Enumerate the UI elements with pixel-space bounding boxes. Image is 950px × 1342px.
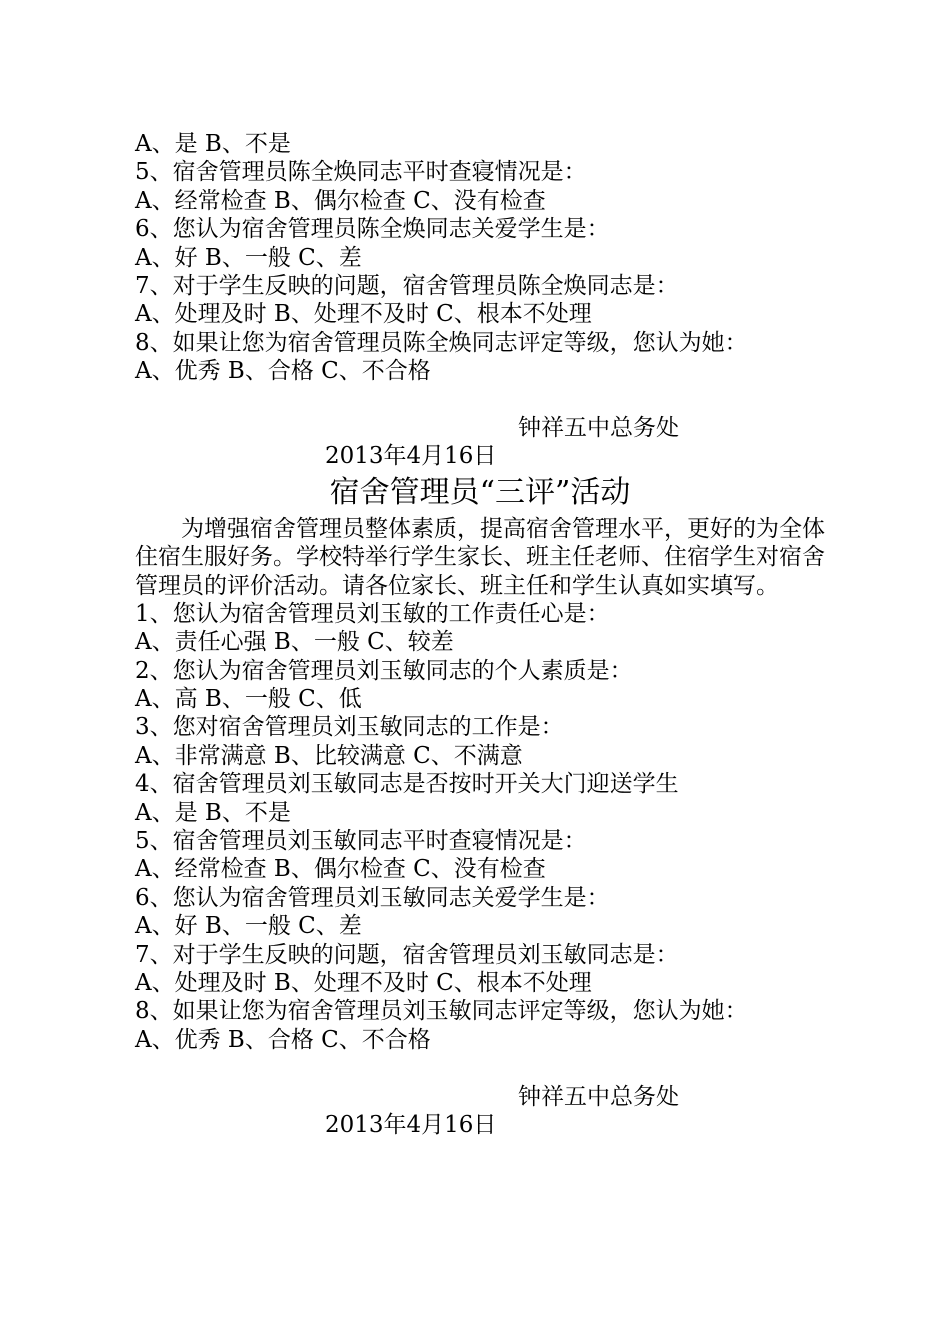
question-1: 1、您认为宿舍管理员刘玉敏的工作责任心是： bbox=[135, 600, 610, 627]
answer-options-q7: A、处理及时 B、处理不及时 C、根本不处理 bbox=[135, 969, 592, 996]
question-2: 2、您认为宿舍管理员刘玉敏同志的个人素质是： bbox=[135, 657, 633, 684]
answer-options-q5: A、经常检查 B、偶尔检查 C、没有检查 bbox=[135, 187, 546, 214]
question-7: 7、对于学生反映的问题，宿舍管理员刘玉敏同志是： bbox=[135, 941, 679, 968]
question-4: 4、宿舍管理员刘玉敏同志是否按时开关大门迎送学生 bbox=[135, 771, 679, 798]
question-8: 8、如果让您为宿舍管理员刘玉敏同志评定等级，您认为她： bbox=[135, 998, 748, 1025]
document-page bbox=[135, 130, 825, 1139]
question-6: 6、您认为宿舍管理员刘玉敏同志关爱学生是： bbox=[135, 884, 610, 911]
signature: 钟祥五中总务处 bbox=[518, 414, 679, 441]
answer-options-q6: A、好 B、一般 C、差 bbox=[135, 244, 362, 271]
answer-options-q4: A、是 B、不是 bbox=[135, 799, 291, 826]
question-5: 5、宿舍管理员刘玉敏同志平时查寝情况是： bbox=[135, 828, 587, 855]
answer-options-q7: A、处理及时 B、处理不及时 C、根本不处理 bbox=[135, 301, 592, 328]
question-6: 6、您认为宿舍管理员陈全焕同志关爱学生是： bbox=[135, 216, 610, 243]
date: 2013年4月16日 bbox=[325, 443, 497, 470]
answer-options-q8: A、优秀 B、合格 C、不合格 bbox=[135, 358, 431, 385]
answer-options-q3: A、非常满意 B、比较满意 C、不满意 bbox=[135, 742, 523, 769]
question-3: 3、您对宿舍管理员刘玉敏同志的工作是： bbox=[135, 714, 564, 741]
section-liu-yumin-survey bbox=[135, 471, 825, 1140]
spacer bbox=[135, 386, 825, 414]
answer-options-q6: A、好 B、一般 C、差 bbox=[135, 913, 362, 940]
question-7: 7、对于学生反映的问题，宿舍管理员陈全焕同志是： bbox=[135, 272, 679, 299]
question-5: 5、宿舍管理员陈全焕同志平时查寝情况是： bbox=[135, 159, 587, 186]
survey-title: 宿舍管理员“三评”活动 bbox=[329, 474, 631, 510]
answer-options-q4: A、是 B、不是 bbox=[135, 131, 291, 157]
answer-options-q1: A、责任心强 B、一般 C、较差 bbox=[135, 629, 454, 656]
date: 2013年4月16日 bbox=[325, 1111, 497, 1138]
section-chen-quanhuan-questions bbox=[135, 130, 825, 471]
answer-options-q2: A、高 B、一般 C、低 bbox=[135, 686, 362, 713]
spacer bbox=[135, 1054, 825, 1082]
survey-intro: 为增强宿舍管理员整体素质，提高宿舍管理水平，更好的为全体住宿生服好务。学校特举行学生家长、班主任老师、住宿学生对宿舍管理员的评价活动。请各位家长、班主任和学生认真如实填写。 bbox=[135, 515, 825, 599]
question-8: 8、如果让您为宿舍管理员陈全焕同志评定等级，您认为她： bbox=[135, 329, 748, 356]
answer-options-q8: A、优秀 B、合格 C、不合格 bbox=[135, 1026, 431, 1053]
answer-options-q5: A、经常检查 B、偶尔检查 C、没有检查 bbox=[135, 856, 546, 883]
signature: 钟祥五中总务处 bbox=[518, 1083, 679, 1110]
